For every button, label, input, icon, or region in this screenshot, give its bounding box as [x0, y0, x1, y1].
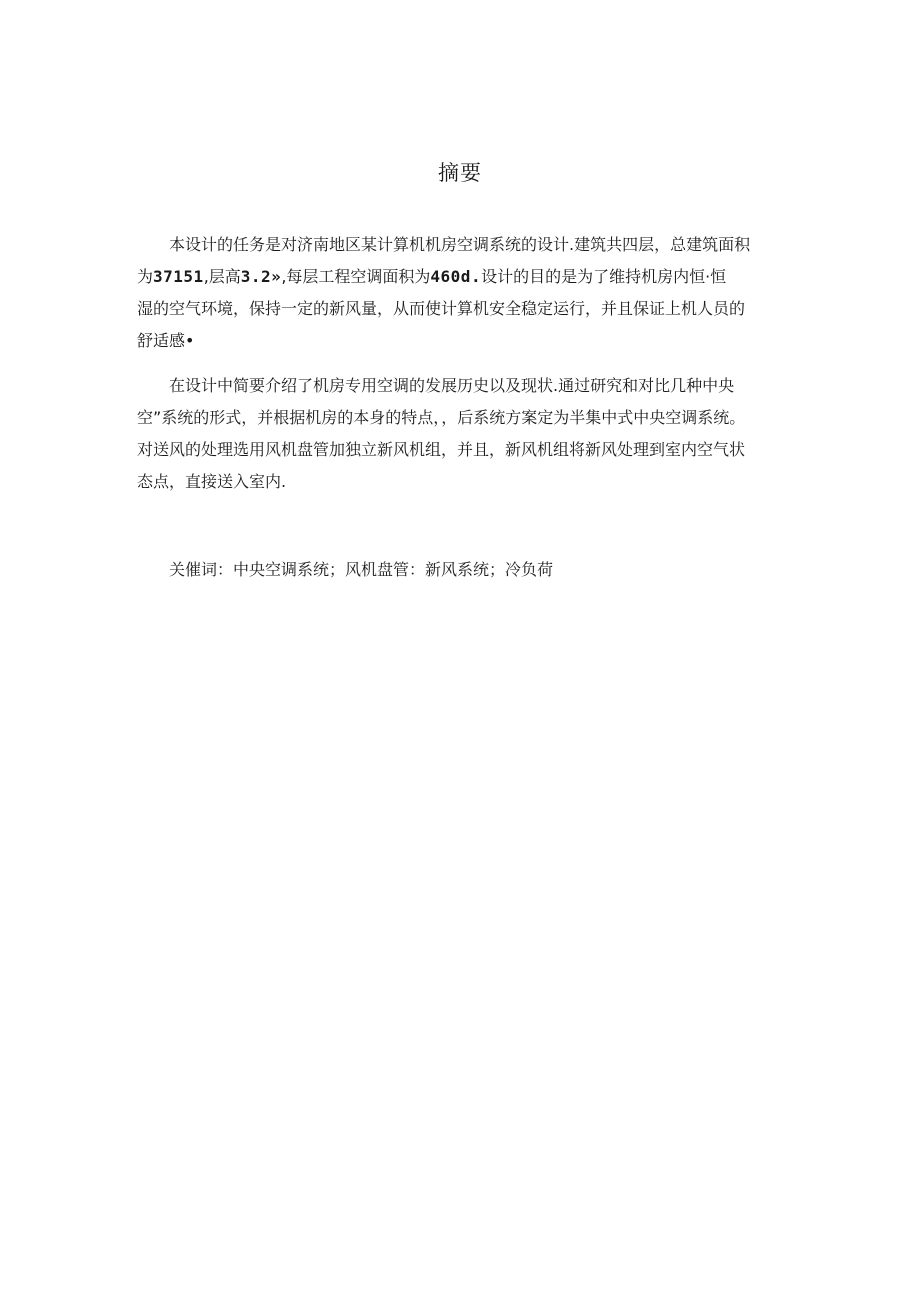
building-area-value: 37151	[153, 267, 204, 286]
paragraph-line: 舒适感•	[137, 331, 195, 350]
text-segment: ,层高	[203, 267, 241, 286]
paragraph-line: 湿的空气环境，保持一定的新风量，从而使计算机安全稳定运行，并且保证上机人员的	[137, 299, 746, 318]
paragraph-line: 空”系统的形式，并根据机房的本身的特点，，后系统方案定为半集中式中央空调系统。	[137, 408, 746, 427]
text-segment: 为	[137, 267, 154, 286]
abstract-paragraph-1	[137, 229, 797, 357]
paragraph-line: 本设计的任务是对济南地区某计算机机房空调系统的设计.建筑共四层，总建筑面积	[169, 235, 751, 254]
abstract-paragraph-2	[137, 370, 797, 498]
text-segment: ,每层工程空调面积为	[281, 267, 431, 286]
floor-height-value: 3.2»	[240, 267, 282, 286]
page-title: 摘要	[438, 161, 482, 185]
paragraph-line: 对送风的处理选用风机盘管加独立新风机组，并且，新风机组将新风处理到室内空气状	[137, 440, 746, 459]
paragraph-line: 态点，直接送入室内.	[137, 472, 287, 491]
floor-area-value: 460d.	[430, 267, 482, 286]
paragraph-line	[137, 261, 797, 293]
text-segment: 设计的目的是为了维持机房内恒·恒	[481, 267, 727, 286]
keywords-line: 关催词：中央空调系统；风机盘管：新风系统；冷负荷	[169, 560, 554, 579]
paragraph-line: 在设计中简要介绍了机房专用空调的发展历史以及现状.通过研究和对比几种中央	[169, 376, 735, 395]
